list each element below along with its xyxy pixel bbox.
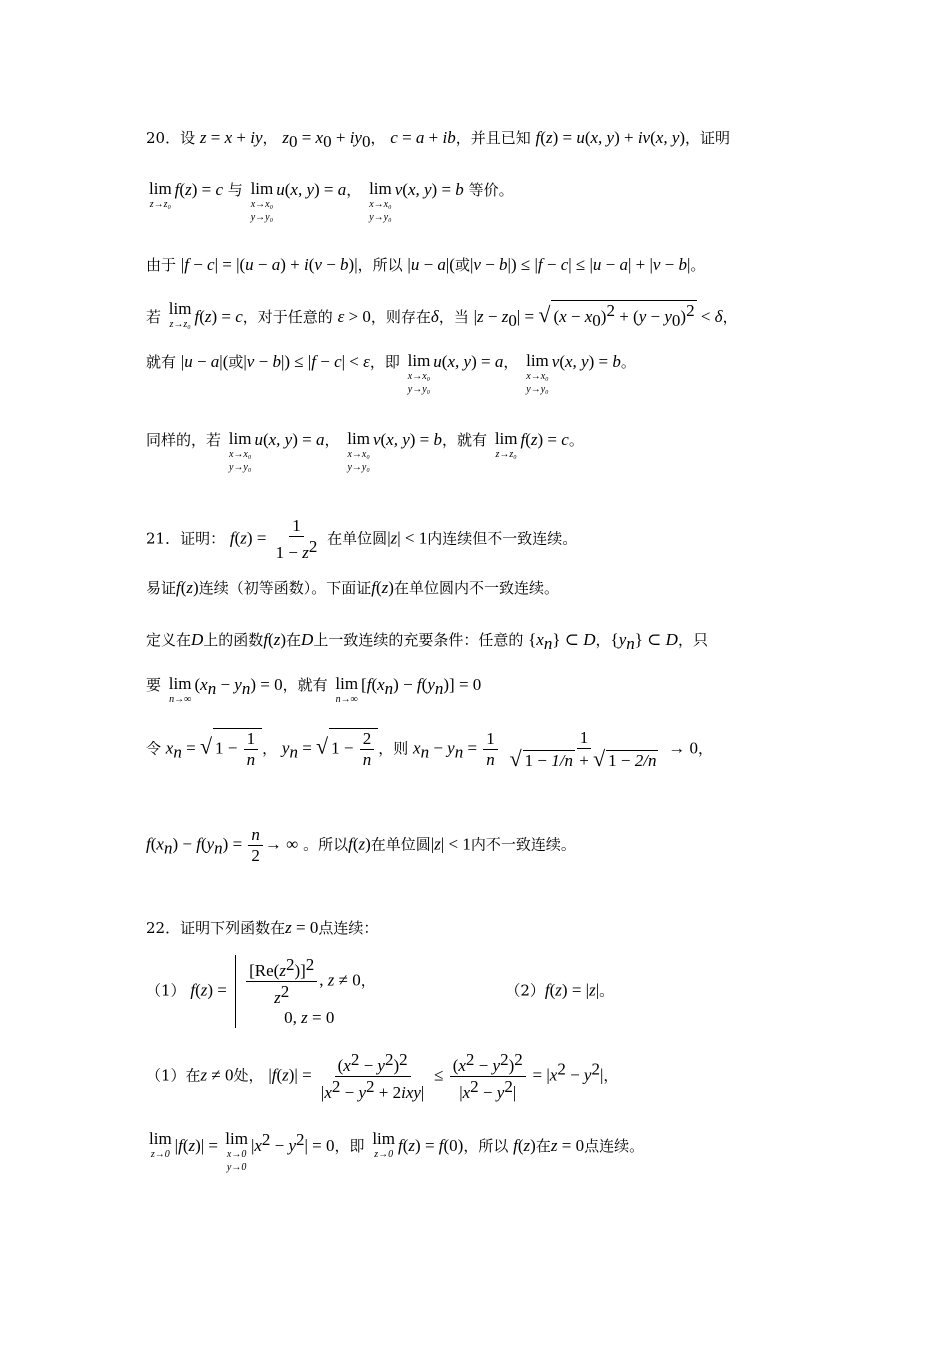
p20-statement-2: lim z→z₀ f(z) = c 与 lim x→x₀ y→y₀ u(x, y) = a， lim x→x₀ y→y₀ v(x, y) = b 等价。 xyxy=(149,179,514,223)
p21-proof-5: $f(x_n) - f(y_n)$ = $\frac{n}{2}$ → ∞ 。所以f(z)在单位圆|z| < 1内不一致连续。 xyxy=(146,825,576,865)
p20-statement: 20．设 z = x + iy， $z_0 = x_0 + iy_0$， c = a + ib，并且已知 f(z) = u(x, y) + iv(x, y)，证明 xyxy=(146,128,731,151)
p22-statement: 22．证明下列函数在z = 0点连续： xyxy=(146,918,379,937)
p21-proof-2: 定义在D上的函数f(z)在D上一致连续的充要条件：任意的 $\{x_n\}$ ⊂ D，$\{y_n\}$ ⊂ D，只 xyxy=(146,630,708,653)
p21-proof-3: 要 lim n→∞ $(x_n - y_n) = 0$，就有 lim n→∞ $[f(x_n) - f(y_n)] = 0$ xyxy=(146,674,482,705)
p22-functions: （1） f(z) = $\frac{[Re(z^2)]^2}{z^2}$ , z ≠ 0， 0, z = 0 （2）f(z) = |z|。 xyxy=(146,955,615,1027)
p21-statement: 21．证明： f(z) = $\frac{1}{1 - z^2}$ 在单位圆|z| < 1内连续但不一致连续。 xyxy=(146,516,578,562)
p20-proof-2: 若 lim z→z₀ f(z) = c，对于任意的 ε > 0，则存在δ，当 $|z - z_0|$ = √ $(x - x_0)^2 + (y - y_0)^2 < \delta$， xyxy=(146,299,738,330)
p20-proof-3: 就有 |u − a|(或|v − b|) ≤ |f − c| < ε，即 lim x→x₀ y→y₀ u(x, y) = a， lim x→x₀ y→y₀ v(x, y) = b。 xyxy=(146,351,636,395)
p21-proof-4: 令 $x_n$ = √ 1 − $\frac{1}{n}$ ， $y_n$ = √ 1 − $\frac{2}{n}$ ，则 $x_n - y_n$ = $\frac{1}{n}$ $\frac{1}{√ 1 - 1/n + √ 1 - 2/n}$ → 0， xyxy=(146,728,714,771)
p22-proof-1: （1）在z ≠ 0处， |f(z)| = $\frac{(x^2 - y^2)^2}{|x^2 - y^2 + 2ixy|}$ ≤ $\frac{(x^2 - y^2)^2}{|x^2 - y^2|}$ = $|x^2 - y^2|$， xyxy=(146,1050,619,1102)
p20-proof-1: 由于 |f − c| = |(u − a) + i(v − b)|，所以 |u − a|(或|v − b|) ≤ |f − c| ≤ |u − a| + |v − b|。 xyxy=(146,255,706,274)
p22-proof-2: lim z→0 |f(z)| = lim x→0 y→0 $|x^2 - y^2| = 0$，即 lim z→0 f(z) = f(0)，所以 f(z)在z = 0点连续。 xyxy=(149,1129,645,1173)
p20-proof-4: 同样的，若 lim x→x₀ y→y₀ u(x, y) = a， lim x→x₀ y→y₀ v(x, y) = b，就有 lim z→z₀ f(z) = c。 xyxy=(146,429,584,473)
p21-proof-1: 易证f(z)连续（初等函数）。下面证f(z)在单位圆内不一致连续。 xyxy=(146,578,559,597)
